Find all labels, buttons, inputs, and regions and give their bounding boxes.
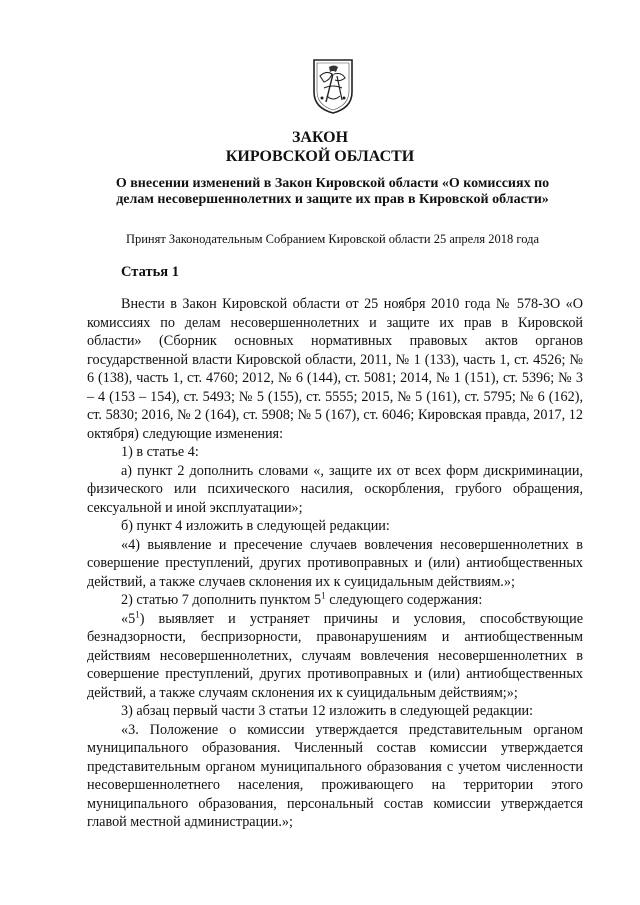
paragraph-item-1: 1) в статье 4: [121, 444, 199, 460]
article-heading: Статья 1 [121, 264, 179, 280]
paragraph-item-2 [87, 591, 583, 610]
paragraph-item-1a: а) пункт 2 дополнить словами «, защите их от всех форм дискриминации, физического или психического насилия, оскорбления, грубого обращения, сексуальной и иной эксплуатации»; [87, 462, 583, 516]
paragraph-item-1b-text: «4) выявление и пресечение случаев вовлечения несовершеннолетних в совершение преступлений, других противоправных и (или) антиобщественных действий, а также случаев склонения их к суицидальным действиям.»; [87, 536, 583, 590]
paragraph-item-2-text-block [87, 610, 583, 703]
paragraph-quote-body: ) выявляет и устраняет причины и условия, способствующие безнадзорности, беспризорности, правонарушениям и антиобщественным действиям несовершеннолетних, случаям вовлечения несовершеннолетних в совершение преступлений, других противоправных и (или) антиобщественных действий, а также случаям склонения их к суицидальным действиям;»; [87, 610, 583, 701]
coat-of-arms-icon [312, 58, 354, 114]
law-subject: О внесении изменений в Закон Кировской области «О комиссиях по делам несовершеннолетних и защите их прав в Кировской области» [115, 176, 550, 207]
paragraph-quote-start: «5 [121, 610, 136, 627]
superscript: 1 [135, 608, 140, 619]
paragraph-intro: Внести в Закон Кировской области от 25 ноября 2010 года № 578-ЗО «О комиссиях по делам несовершеннолетних и защите их прав в Кировской области» (Сборник основных нормативных правовых актов органов государственной власти Кировской области, 2011, № 1 (133), часть 1, ст. 4526; № 6 (138), часть 1, ст. 4760; 2012, № 6 (144), ст. 5081; 2014, № 1 (151), ст. 5396; № 3 – 4 (153 – 154), ст. 5493; № 5 (155), ст. 5555; 2015, № 5 (161), ст. 5795; № 6 (162), ст. 5830; 2016, № 2 (164), ст. 5908; № 5 (167), ст. 6046; Кировская правда, 2017, 12 октября) следующие изменения: [87, 296, 583, 442]
paragraph-item-2-tail: следующего содержания: [325, 592, 483, 608]
paragraph-item-3-text: «3. Положение о комиссии утверждается представительным органом муниципального образования. Численный состав комиссии утверждается представительным органом муниципального образования с учетом численности несовершеннолетнего населения, проживающего на территории этого муниципального образования, персональный состав комиссии утверждается главой местной администрации.»; [87, 721, 583, 830]
adoption-note: Принят Законодательным Собранием Кировской области 25 апреля 2018 года [125, 232, 540, 246]
law-region: КИРОВСКОЙ ОБЛАСТИ [225, 148, 415, 165]
law-title: ЗАКОН [291, 129, 349, 146]
paragraph-item-2-text: 2) статью 7 дополнить пунктом 5 [121, 592, 322, 608]
paragraph-item-1b: б) пункт 4 изложить в следующей редакции: [121, 518, 390, 534]
article-body [87, 295, 583, 832]
superscript: 1 [321, 590, 326, 601]
paragraph-item-3: 3) абзац первый части 3 статьи 12 изложить в следующей редакции: [121, 703, 534, 719]
